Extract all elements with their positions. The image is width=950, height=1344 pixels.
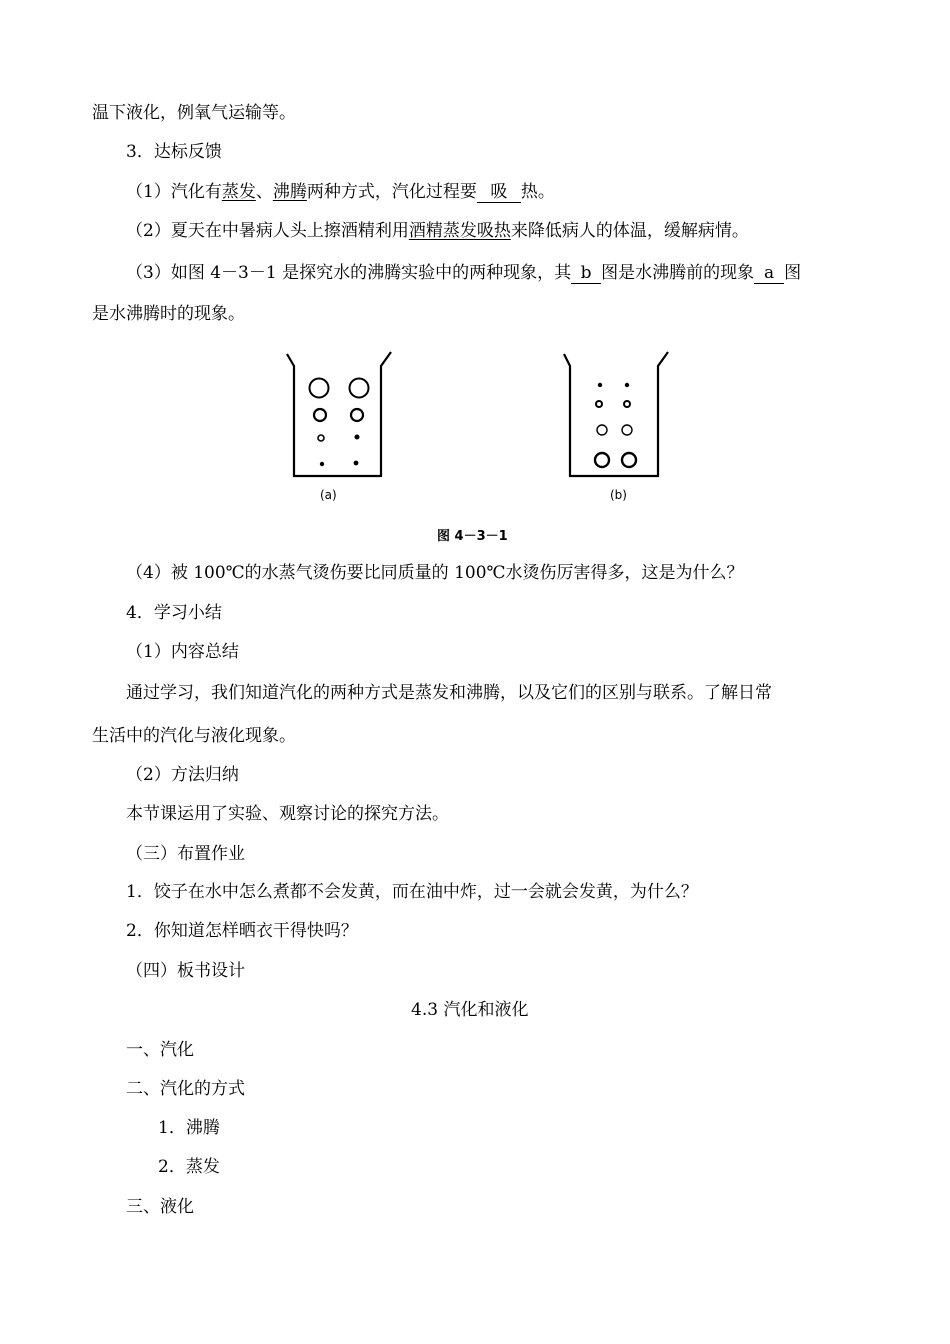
q3-suffix: 图 [784,263,802,283]
q1-answer-boiling: 沸腾 [272,182,307,202]
q1-suffix: 热。 [520,182,555,202]
subheading-content: （1）内容总结 [126,642,239,662]
question-1 [126,181,555,203]
beaker-b-figure [560,348,676,480]
question-4: （4）被 100℃的水蒸气烫伤要比同质量的 100℃水烫伤厉害得多，这是为什么？ [126,563,744,583]
figure-label-a: (a) [320,488,337,502]
question-2 [126,220,749,242]
q1-separator: 、 [255,182,273,202]
board-item-2b: 2．蒸发 [158,1157,220,1177]
homework-2: 2．你知道怎样晒衣干得快吗？ [126,921,358,941]
board-item-2a: 1．沸腾 [158,1118,220,1138]
question-3 [126,262,801,284]
board-title: 4.3 汽化和液化 [411,1000,529,1020]
subheading-method: （2）方法归纳 [126,765,239,785]
q1-middle: 两种方式，汽化过程要 [306,182,477,202]
homework-1: 1．饺子在水中怎么煮都不会发黄，而在油中炸，过一会就会发黄，为什么？ [126,882,698,902]
q2-answer: 酒精蒸发吸热 [408,221,511,241]
board-item-2: 二、汽化的方式 [126,1079,245,1099]
section-board: （四）板书设计 [126,961,245,981]
q3-middle: 图是水沸腾前的现象 [601,263,755,283]
paragraph-continuation: 温下液化，例氧气运输等。 [92,103,296,123]
heading-feedback: 3．达标反馈 [126,142,222,162]
board-item-1: 一、汽化 [126,1040,194,1060]
q3-prefix: （3）如图 4－3－1 是探究水的沸腾实验中的两种现象，其 [126,263,572,283]
figure-caption: 图 4－3－1 [437,529,508,544]
q3-answer-b: b [571,263,601,284]
q2-suffix: 来降低病人的体温，缓解病情。 [510,221,749,241]
summary-text-line2: 生活中的汽化与液化现象。 [92,726,296,746]
section-homework: （三）布置作业 [126,844,245,864]
q3-answer-a: a [754,263,784,284]
method-text: 本节课运用了实验、观察讨论的探究方法。 [126,804,449,824]
q1-answer-evaporation: 蒸发 [221,182,256,202]
q1-answer-absorb: 吸 [477,182,521,203]
board-item-3: 三、液化 [126,1197,194,1217]
q2-prefix: （2）夏天在中暑病人头上擦酒精利用 [126,221,409,241]
summary-text-line1: 通过学习，我们知道汽化的两种方式是蒸发和沸腾，以及它们的区别与联系。了解日常 [126,683,772,703]
beaker-a-figure [283,348,399,480]
heading-summary: 4．学习小结 [126,603,222,623]
question-3-line2: 是水沸腾时的现象。 [92,304,245,324]
q1-prefix: （1）汽化有 [126,182,222,202]
figure-label-b: (b) [610,488,627,502]
